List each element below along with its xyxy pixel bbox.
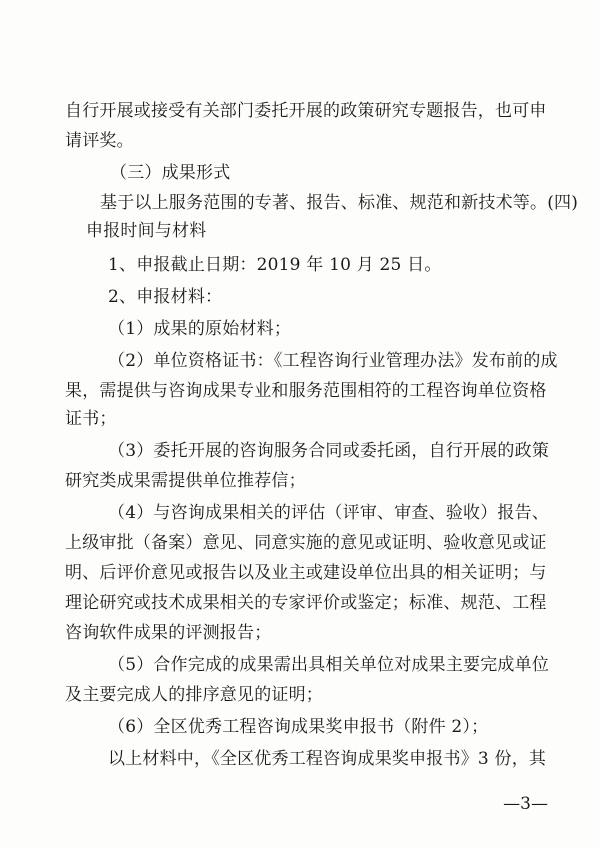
text-line-16: 明、后评价意见或报告以及业主或建设单位出具的相关证明；与 <box>65 563 547 583</box>
list-item-4: （4）与咨询成果相关的评估（评审、审查、验收）报告、 <box>108 503 550 523</box>
text-line-materials: 2、申报材料： <box>108 287 223 307</box>
text-line-18: 咨询软件成果的评测报告； <box>65 623 272 643</box>
list-item-1: （1）成果的原始材料； <box>108 319 292 339</box>
text-line-4: 基于以上服务范围的专著、报告、标准、规范和新技术等。(四) <box>100 193 579 213</box>
text-line-2: 请评奖。 <box>65 131 134 151</box>
list-item-3: （3）委托开展的咨询服务合同或委托函，自行开展的政策 <box>108 441 550 461</box>
list-item-5: （5）合作完成的成果需出具相关单位对成果主要完成单位 <box>108 655 550 675</box>
section-heading-schedule: 申报时间与材料 <box>86 221 207 241</box>
text-line-15: 上级审批（备案）意见、同意实施的意见或证明、验收意见或证 <box>65 533 547 553</box>
list-item-2: （2）单位资格证书：《工程咨询行业管理办法》发布前的成 <box>108 351 558 371</box>
text-line-17: 理论研究或技术成果相关的专家评价或鉴定；标准、规范、工程 <box>65 593 547 613</box>
list-item-6: （6）全区优秀工程咨询成果奖申报书（附件 2）； <box>108 717 489 737</box>
text-line-1: 自行开展或接受有关部门委托开展的政策研究专题报告，也可申 <box>65 101 547 121</box>
text-line-20: 及主要完成人的排序意见的证明； <box>65 685 323 705</box>
page-number: —3— <box>503 794 548 814</box>
text-line-13: 研究类成果需提供单位推荐信； <box>65 471 306 491</box>
section-heading-results-form: （三）成果形式 <box>110 163 231 183</box>
text-line-11: 证书； <box>65 409 117 429</box>
text-line-22: 以上材料中，《全区优秀工程咨询成果奖申报书》3 份，其 <box>108 749 547 769</box>
text-line-10: 果，需提供与咨询成果专业和服务范围相符的工程咨询单位资格 <box>65 381 547 401</box>
text-line-deadline: 1、申报截止日期：2019 年 10 月 25 日。 <box>108 255 442 275</box>
